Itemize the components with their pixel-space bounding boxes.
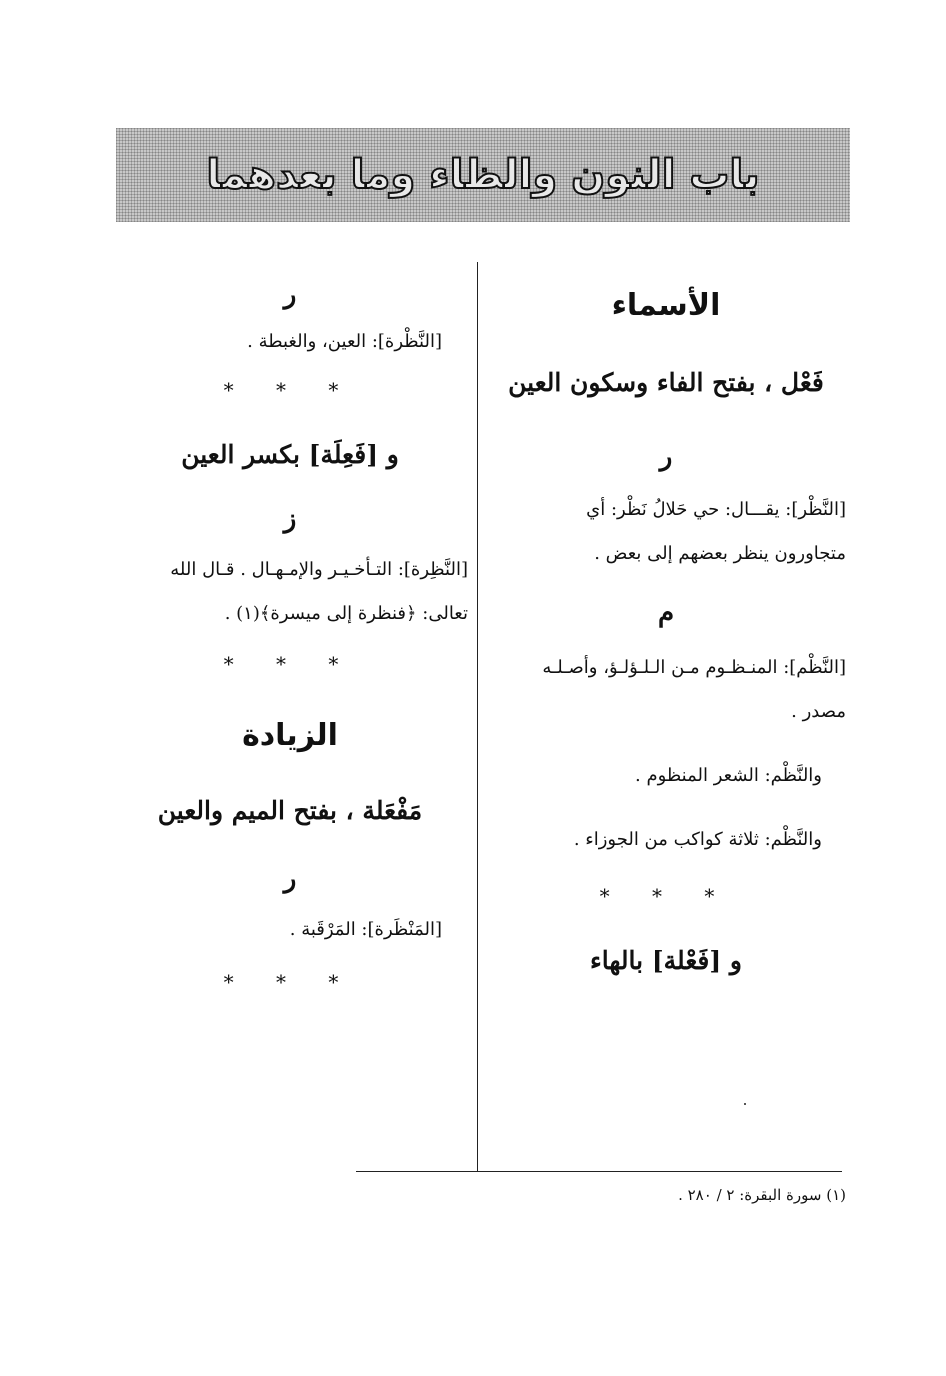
entry-manzara: [المَنْظَرة]: المَرْقَبة . <box>289 919 442 940</box>
entry-nazm-line-2: مصدر . <box>791 701 846 722</box>
right-column <box>486 270 846 975</box>
chapter-title: باب النون والظاء وما بعدهما <box>206 152 760 198</box>
separator-stars: * * * <box>223 970 357 994</box>
pattern-heading-fala: و [فَعْلة] بالهاء <box>590 946 742 975</box>
separator-stars: * * * <box>223 652 357 676</box>
letter-heading-r: ر <box>283 280 297 310</box>
entry-nazm-line-1: [النَّظْم]: المنـظـوم مـن الـلـؤلـؤ، وأصـلـه <box>542 657 846 678</box>
stray-dot <box>744 1103 746 1105</box>
pattern-heading-fal: فَعْل ، بفتح الفاء وسكون العين <box>508 368 824 397</box>
chapter-banner <box>116 128 850 222</box>
separator-stars: * * * <box>599 884 733 908</box>
entry-nazr-line-1: [النَّظْر]: يقـــال: حي حَلالُ نَظْر: أي <box>586 499 846 520</box>
letter-heading-m: م <box>657 598 675 628</box>
pattern-heading-faila: و [فَعِلَة] بكسر العين <box>181 440 399 469</box>
letter-heading-z: ز <box>283 504 297 534</box>
section-heading-addition: الزيادة <box>242 718 338 753</box>
letter-heading-r: ر <box>283 864 297 894</box>
letter-heading-r: ر <box>659 442 673 472</box>
footnote: (١) سورة البقرة: ٢ / ٢٨٠ . <box>678 1186 846 1204</box>
entry-nazira-line-1: [النَّظِرة]: التـأخـيـر والإمـهـال . قـال الله <box>170 559 468 580</box>
entry-nazira-line-2: تعالى: ﴿فنظرة إلى ميسرة﴾(١) . <box>224 603 468 624</box>
section-heading-names: الأسماء <box>611 288 721 323</box>
entry-nazr-line-2: متجاورون ينظر بعضهم إلى بعض . <box>594 543 846 564</box>
pattern-heading-mafala: مَفْعَلة ، بفتح الميم والعين <box>157 796 423 825</box>
left-column <box>112 270 468 994</box>
footnote-rule <box>356 1171 842 1172</box>
separator-stars: * * * <box>223 378 357 402</box>
entry-nazm-line-4: والنَّظْم: ثلاثة كواكب من الجوزاء . <box>573 829 822 850</box>
column-divider <box>477 262 478 1172</box>
entry-nazra: [النَّظْرة]: العين، والغبطة . <box>247 331 442 352</box>
entry-nazm-line-3: والنَّظْم: الشعر المنظوم . <box>635 765 822 786</box>
